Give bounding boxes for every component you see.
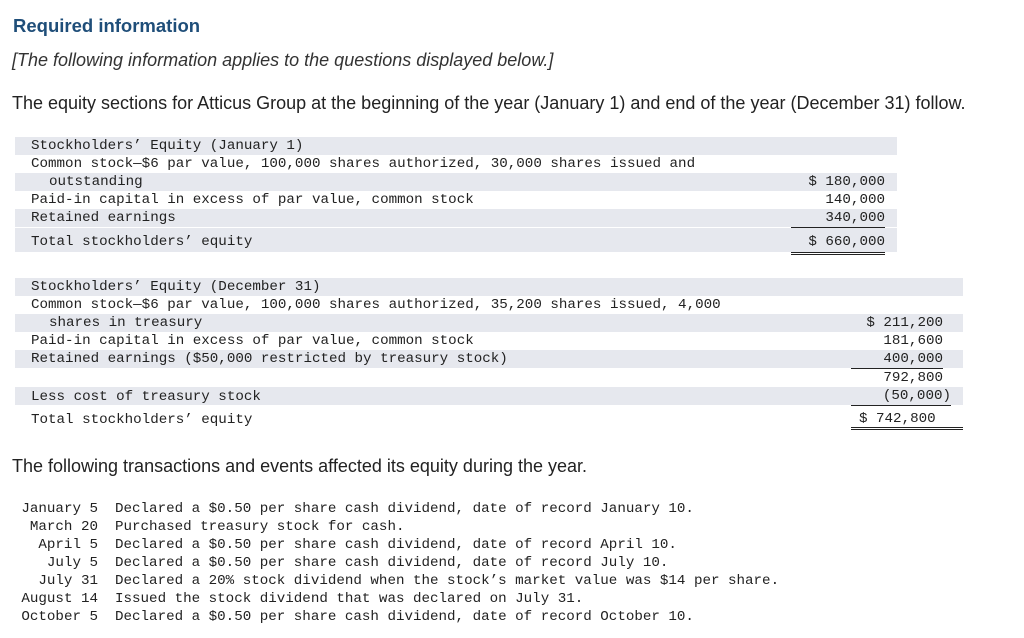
- list-item: [10, 608, 910, 626]
- treasury-stock-label: Less cost of treasury stock: [31, 389, 261, 405]
- table-row: [15, 191, 897, 209]
- retained-earnings-amount: 340,000: [791, 209, 885, 228]
- transaction-description: Purchased treasury stock for cash.: [115, 519, 405, 535]
- transaction-description: Declared a 20% stock dividend when the stock’s market value was $14 per share.: [115, 573, 780, 589]
- table-row: [15, 296, 963, 314]
- table-row: [15, 173, 897, 191]
- table-row: [15, 314, 963, 332]
- common-stock-label: Common stock—$6 par value, 100,000 shares authorized, 35,200 shares issued, 4,000: [31, 297, 721, 313]
- common-stock-amount: $ 180,000: [808, 174, 885, 190]
- retained-earnings-label: Retained earnings ($50,000 restricted by treasury stock): [31, 351, 508, 367]
- transaction-date: April 5: [38, 537, 98, 553]
- table-row: [15, 228, 897, 252]
- table-heading: Stockholders’ Equity (January 1): [31, 138, 304, 154]
- paid-in-capital-amount: 140,000: [825, 192, 885, 208]
- equity-table-january: [15, 137, 897, 257]
- paid-in-capital-amount: 181,600: [883, 333, 943, 349]
- transaction-date: August 14: [21, 591, 98, 607]
- applies-note: [The following information applies to the questions displayed below.]: [12, 50, 554, 70]
- retained-earnings-label: Retained earnings: [31, 210, 176, 226]
- equity-table-december: [15, 278, 963, 438]
- table-row: [15, 406, 963, 434]
- required-information-title: Required information: [13, 15, 201, 36]
- table-row: [15, 350, 963, 368]
- list-item: [10, 518, 910, 536]
- retained-earnings-amount: 400,000: [851, 350, 943, 369]
- total-equity-label: Total stockholders’ equity: [31, 234, 253, 250]
- transaction-date: July 5: [46, 555, 98, 571]
- table-row: [15, 278, 963, 296]
- transaction-description: Issued the stock dividend that was declared on July 31.: [115, 591, 584, 607]
- total-equity-amount: $ 660,000: [791, 233, 885, 255]
- transaction-date: July 31: [38, 573, 98, 589]
- table-row: [15, 137, 897, 155]
- list-item: [10, 554, 910, 572]
- list-item: [10, 590, 910, 608]
- paid-in-capital-label: Paid-in capital in excess of par value, common stock: [31, 333, 474, 349]
- paid-in-capital-label: Paid-in capital in excess of par value, common stock: [31, 192, 474, 208]
- transaction-description: Declared a $0.50 per share cash dividend, date of record April 10.: [115, 537, 677, 553]
- list-item: [10, 572, 910, 590]
- common-stock-label-cont: shares in treasury: [49, 315, 203, 331]
- subtotal-amount: 792,800: [883, 370, 943, 386]
- intro-text: The equity sections for Atticus Group at the beginning of the year (January 1) and end of the year (December 31) follow.: [12, 93, 966, 113]
- transactions-intro: The following transactions and events affected its equity during the year.: [12, 456, 588, 476]
- table-row: [15, 209, 897, 227]
- transaction-date: January 5: [21, 501, 98, 517]
- transaction-description: Declared a $0.50 per share cash dividend, date of record July 10.: [115, 555, 669, 571]
- total-equity-label: Total stockholders’ equity: [31, 412, 253, 428]
- common-stock-label-cont: outstanding: [49, 174, 143, 190]
- total-equity-amount: $ 742,800: [851, 410, 963, 430]
- table-row: [15, 387, 963, 405]
- common-stock-amount: $ 211,200: [866, 315, 943, 331]
- list-item: [10, 536, 910, 554]
- treasury-stock-amount: (50,000): [851, 387, 951, 406]
- transactions-list: [10, 500, 910, 630]
- table-row: [15, 369, 963, 387]
- transaction-description: Declared a $0.50 per share cash dividend, date of record January 10.: [115, 501, 694, 517]
- list-item: [10, 500, 910, 518]
- table-row: [15, 332, 963, 350]
- transaction-date: October 5: [21, 609, 98, 625]
- transaction-date: March 20: [29, 519, 98, 535]
- table-row: [15, 155, 897, 173]
- common-stock-label: Common stock—$6 par value, 100,000 shares authorized, 30,000 shares issued and: [31, 156, 696, 172]
- table-heading: Stockholders’ Equity (December 31): [31, 279, 321, 295]
- transaction-description: Declared a $0.50 per share cash dividend, date of record October 10.: [115, 609, 694, 625]
